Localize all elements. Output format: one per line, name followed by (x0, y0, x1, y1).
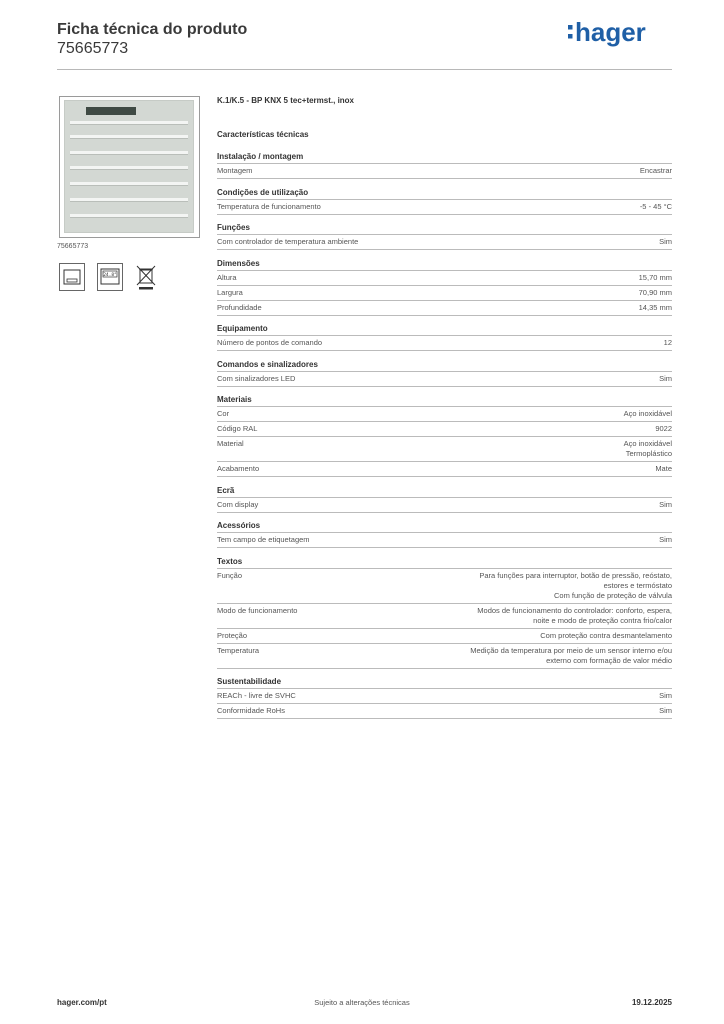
spec-value-line: -5 - 45 °C (639, 201, 672, 211)
spec-value-line: noite e modo de proteção contra frio/calor (533, 615, 672, 625)
spec-section (217, 324, 672, 351)
spec-section (217, 360, 672, 387)
spec-row (217, 689, 672, 704)
spec-value-line: Com proteção contra desmantelamento (540, 630, 672, 640)
spec-row (217, 462, 672, 477)
spec-row (217, 271, 672, 286)
spec-label: Modo de funcionamento (217, 605, 298, 615)
section-title: Sustentabilidade (217, 677, 672, 689)
spec-value-line: 12 (663, 338, 672, 347)
spec-label: Número de pontos de comando (217, 338, 323, 347)
thermostat-display-icon (97, 263, 123, 291)
spec-value (640, 166, 672, 176)
spec-value-line: Sim (659, 373, 672, 383)
spec-value (659, 691, 672, 701)
section-title: Acessórios (217, 521, 672, 533)
spec-label: Temperatura (217, 645, 260, 655)
spec-value (639, 303, 672, 313)
spec-row (217, 200, 672, 215)
spec-value-line: Sim (659, 535, 672, 544)
spec-label: Material (217, 439, 244, 448)
spec-row (217, 235, 672, 250)
hager-logo (566, 14, 662, 50)
spec-value-line: 9022 (655, 424, 672, 433)
spec-value-line: Medição da temperatura por meio de um sensor interno e/ou (470, 645, 672, 655)
spec-value-line: 70,90 mm (638, 287, 672, 297)
section-title: Instalação / montagem (217, 152, 672, 164)
section-title: Dimensões (217, 259, 672, 271)
spec-label: Proteção (217, 630, 248, 640)
header-divider (57, 69, 672, 70)
spec-value (659, 500, 672, 510)
spec-sections (217, 152, 672, 719)
spec-section (217, 677, 672, 719)
spec-row (217, 644, 672, 669)
spec-row (217, 533, 672, 548)
spec-value-line: Sim (659, 691, 672, 700)
spec-value-line: Mate (655, 464, 672, 473)
spec-value-line: Modos de funcionamento do controlador: conforto, espera, (477, 605, 672, 615)
spec-value (655, 464, 672, 474)
spec-label: Código RAL (217, 424, 258, 433)
spec-value (624, 439, 672, 459)
section-title: Equipamento (217, 324, 672, 336)
product-code: 75665773 (57, 40, 129, 57)
spec-section (217, 486, 672, 513)
spec-value-line: Termoplástico (625, 449, 672, 458)
device-illustration (64, 100, 194, 233)
spec-value-line: Sim (659, 237, 672, 246)
spec-label: Função (217, 570, 243, 580)
spec-value (470, 646, 672, 666)
spec-row (217, 286, 672, 301)
spec-value (659, 535, 672, 545)
spec-row (217, 372, 672, 387)
spec-section (217, 521, 672, 548)
spec-row (217, 336, 672, 351)
section-title: Condições de utilização (217, 188, 672, 200)
spec-row (217, 629, 672, 644)
spec-value-line: estores e termóstato (603, 580, 672, 590)
spec-section (217, 395, 672, 477)
spec-value (639, 288, 672, 298)
spec-value-line: externo com formação de valor médio (546, 655, 672, 665)
spec-row (217, 422, 672, 437)
spec-value (659, 706, 672, 716)
spec-label: Conformidade RoHs (217, 706, 285, 715)
spec-value (479, 571, 672, 601)
spec-row (217, 604, 672, 629)
page-title: Ficha técnica do produto (57, 21, 248, 38)
spec-value (659, 374, 672, 384)
product-image (59, 96, 200, 238)
image-caption: 75665773 (57, 243, 89, 250)
spec-value (664, 338, 672, 348)
spec-value (477, 606, 672, 626)
spec-value (659, 237, 672, 247)
section-title: Funções (217, 223, 672, 235)
spec-value (639, 273, 672, 283)
spec-label: Cor (217, 409, 230, 418)
spec-value-line: 15,70 mm (638, 272, 672, 282)
spec-value-line: Aço inoxidável (623, 439, 672, 448)
display-icon-text: 24.8° (103, 273, 117, 278)
spec-section (217, 188, 672, 215)
spec-value (640, 202, 672, 212)
spec-section (217, 223, 672, 250)
spec-label: Largura (217, 287, 243, 297)
spec-label: Temperatura de funcionamento (217, 201, 321, 211)
spec-section (217, 152, 672, 179)
section-title: Materiais (217, 395, 672, 407)
section-title: Ecrã (217, 486, 672, 498)
brand-text: hager (575, 17, 646, 47)
footer-website: hager.com/pt (57, 998, 107, 1007)
characteristics-title: Características técnicas (217, 130, 309, 139)
product-details (217, 96, 672, 728)
section-title: Comandos e sinalizadores (217, 360, 672, 372)
spec-label: Acabamento (217, 464, 260, 473)
footer-disclaimer: Sujeito a alterações técnicas (314, 998, 410, 1007)
spec-label: Profundidade (217, 302, 262, 312)
spec-section (217, 259, 672, 316)
spec-row (217, 704, 672, 719)
spec-row (217, 569, 672, 604)
footer-date: 19.12.2025 (631, 998, 672, 1007)
spec-row (217, 407, 672, 422)
weee-bin-icon (134, 263, 160, 291)
spec-label: Altura (217, 272, 237, 282)
spec-label: Montagem (217, 166, 253, 175)
spec-label: Com sinalizadores LED (217, 373, 296, 383)
spec-value-line: Sim (659, 499, 672, 509)
flush-mount-icon (59, 263, 85, 291)
spec-label: REACh - livre de SVHC (217, 691, 296, 700)
spec-row (217, 301, 672, 316)
spec-value-line: 14,35 mm (638, 302, 672, 312)
product-name: K.1/K.5 - BP KNX 5 tec+termst., inox (217, 96, 355, 105)
spec-value-line: Para funções para interruptor, botão de pressão, reóstato, (479, 570, 672, 580)
device-display (86, 107, 136, 115)
section-title: Textos (217, 557, 672, 569)
spec-value (624, 409, 672, 419)
spec-label: Com display (217, 499, 259, 509)
spec-label: Com controlador de temperatura ambiente (217, 237, 359, 246)
spec-section (217, 557, 672, 669)
spec-label: Tem campo de etiquetagem (217, 535, 310, 544)
spec-row (217, 164, 672, 179)
spec-value (540, 631, 672, 641)
spec-value-line: Sim (659, 706, 672, 715)
spec-value-line: Aço inoxidável (623, 409, 672, 418)
spec-row (217, 498, 672, 513)
spec-value-line: Com função de proteção de válvula (554, 590, 672, 600)
spec-value-line: Encastrar (639, 166, 672, 175)
spec-value (655, 424, 672, 434)
spec-row (217, 437, 672, 462)
